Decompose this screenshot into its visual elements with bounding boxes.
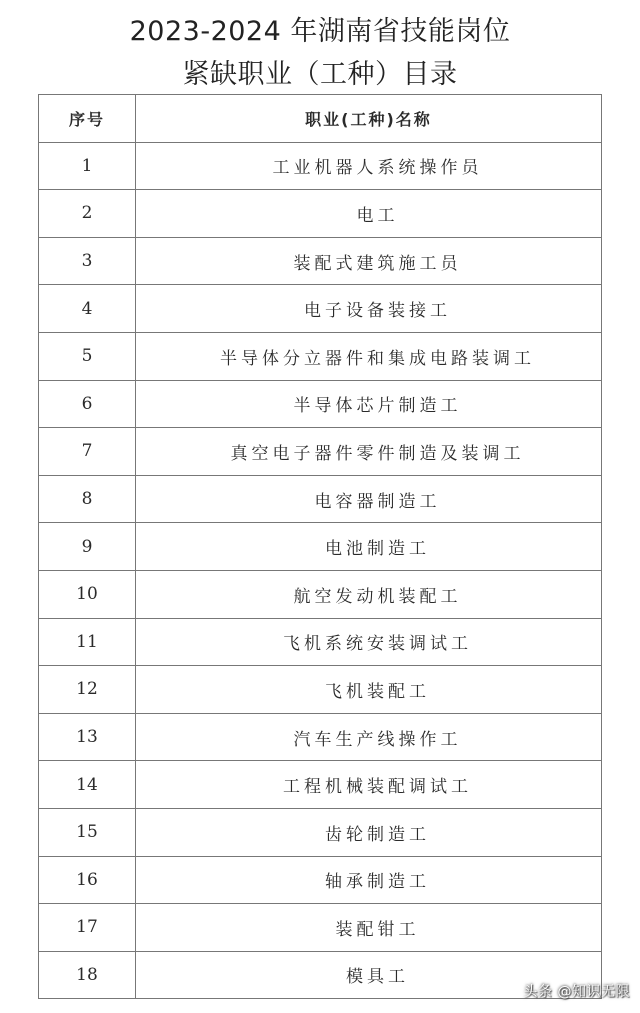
table-row xyxy=(39,761,602,809)
column-header-index: 序号 xyxy=(39,95,136,143)
row-occupation-name: 电工 xyxy=(136,190,602,238)
row-occupation-name: 模具工 xyxy=(136,951,602,999)
row-index: 17 xyxy=(39,904,136,952)
row-index: 5 xyxy=(39,332,136,380)
row-index: 2 xyxy=(39,190,136,238)
row-occupation-name: 飞机装配工 xyxy=(136,666,602,714)
row-index: 11 xyxy=(39,618,136,666)
row-index: 14 xyxy=(39,761,136,809)
row-index: 9 xyxy=(39,523,136,571)
table-row xyxy=(39,666,602,714)
row-index: 18 xyxy=(39,951,136,999)
document-title-line-1: 2023-2024 年湖南省技能岗位 xyxy=(129,16,511,47)
row-occupation-name: 工业机器人系统操作员 xyxy=(136,142,602,190)
occupation-table xyxy=(38,94,602,999)
table-body xyxy=(39,142,602,999)
row-occupation-name: 半导体芯片制造工 xyxy=(136,380,602,428)
row-occupation-name: 轴承制造工 xyxy=(136,856,602,904)
row-index: 12 xyxy=(39,666,136,714)
row-occupation-name: 真空电子器件零件制造及装调工 xyxy=(136,428,602,476)
row-index: 4 xyxy=(39,285,136,333)
table-row xyxy=(39,570,602,618)
row-occupation-name: 电容器制造工 xyxy=(136,475,602,523)
row-occupation-name: 飞机系统安装调试工 xyxy=(136,618,602,666)
source-watermark: 头条 @知识无限 xyxy=(523,984,630,1000)
row-occupation-name: 半导体分立器件和集成电路装调工 xyxy=(136,332,602,380)
row-occupation-name: 汽车生产线操作工 xyxy=(136,713,602,761)
row-index: 7 xyxy=(39,428,136,476)
table-row xyxy=(39,951,602,999)
row-occupation-name: 电池制造工 xyxy=(136,523,602,571)
row-occupation-name: 电子设备装接工 xyxy=(136,285,602,333)
row-occupation-name: 航空发动机装配工 xyxy=(136,570,602,618)
table-row xyxy=(39,190,602,238)
row-index: 15 xyxy=(39,808,136,856)
table-row xyxy=(39,332,602,380)
row-occupation-name: 装配式建筑施工员 xyxy=(136,237,602,285)
table-row xyxy=(39,285,602,333)
row-index: 1 xyxy=(39,142,136,190)
row-index: 10 xyxy=(39,570,136,618)
table-row xyxy=(39,142,602,190)
table-row xyxy=(39,808,602,856)
document-title-line-2: 紧缺职业（工种）目录 xyxy=(182,59,458,90)
column-header-name: 职业(工种)名称 xyxy=(136,95,602,143)
row-index: 16 xyxy=(39,856,136,904)
table-row xyxy=(39,380,602,428)
row-index: 6 xyxy=(39,380,136,428)
table-row xyxy=(39,856,602,904)
row-occupation-name: 工程机械装配调试工 xyxy=(136,761,602,809)
row-occupation-name: 装配钳工 xyxy=(136,904,602,952)
row-occupation-name: 齿轮制造工 xyxy=(136,808,602,856)
table-header-row xyxy=(39,95,602,143)
row-index: 3 xyxy=(39,237,136,285)
table-row xyxy=(39,428,602,476)
table-row xyxy=(39,904,602,952)
table-row xyxy=(39,523,602,571)
occupation-table-container xyxy=(38,94,601,999)
row-index: 13 xyxy=(39,713,136,761)
table-row xyxy=(39,618,602,666)
row-index: 8 xyxy=(39,475,136,523)
table-row xyxy=(39,713,602,761)
table-row xyxy=(39,237,602,285)
table-row xyxy=(39,475,602,523)
